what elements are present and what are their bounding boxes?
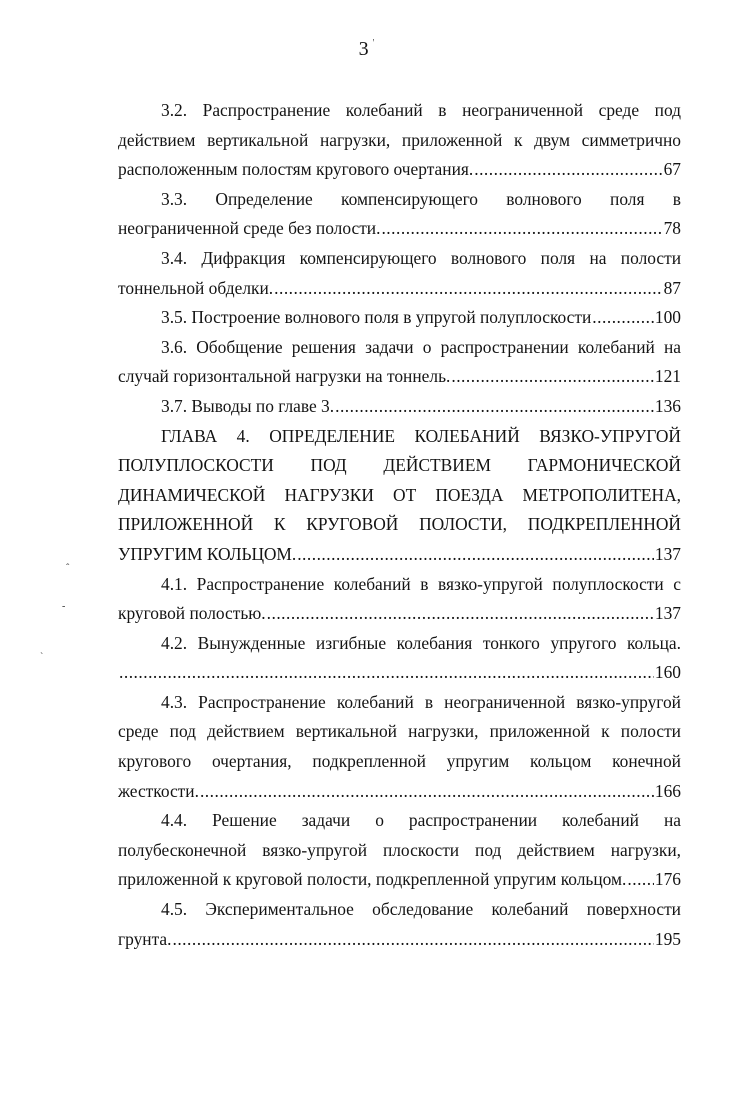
toc-entry [118, 688, 681, 806]
dot-leader [451, 362, 654, 392]
toc-entry-page: 100 [654, 307, 681, 328]
page-number-value: 3 [358, 38, 369, 60]
toc-entry [118, 895, 681, 954]
toc-entry-last-line [118, 274, 681, 304]
toc-entry-text: приложенной к круговой полости, подкрепленной упругим кольцом. [118, 869, 627, 890]
toc-entry-last-line [118, 392, 681, 422]
toc-entry [118, 303, 681, 333]
toc-entry [118, 185, 681, 244]
page-number [0, 38, 733, 61]
toc-entry-page: 136 [654, 395, 681, 416]
toc-entry-last-line [118, 865, 681, 895]
toc-entry-last-line [118, 777, 681, 807]
toc-entry-text: 3.5. Построение волнового поля в упругой полуплоскости [161, 307, 592, 328]
scan-mark: ˆ [66, 563, 70, 574]
toc-entry-text: тоннельной обделки. [118, 277, 274, 298]
toc-entry-last-line [118, 362, 681, 392]
dot-leader [474, 155, 662, 185]
toc-entry-page: 78 [663, 218, 681, 239]
toc-entry-line: ГЛАВА 4. ОПРЕДЕЛЕНИЕ КОЛЕБАНИЙ ВЯЗКО-УПРУГОЙ [161, 425, 681, 446]
toc-entry-page: 160 [654, 662, 681, 683]
toc-entry-text: УПРУГИМ КОЛЬЦОМ. [118, 543, 297, 564]
toc-entry [118, 392, 681, 422]
toc-entry [118, 422, 681, 570]
toc-entry-page: 166 [654, 780, 681, 801]
toc-entry-text: 3.7. Выводы по главе 3. [161, 395, 335, 416]
scan-mark: ` [40, 652, 44, 663]
toc-entry-line: 3.6. Обобщение решения задачи о распространении колебаний на [161, 336, 681, 357]
toc-entry [118, 570, 681, 629]
toc-entry-text: случай горизонтальной нагрузки на тоннель. [118, 366, 451, 387]
toc-entry-last-line [118, 214, 681, 244]
dot-leader [172, 925, 653, 955]
toc-entry [118, 96, 681, 185]
toc-entry-text: расположенным полостям кругового очертания. [118, 159, 474, 180]
toc-entry-page: 176 [654, 869, 681, 890]
toc-entry-line: 3.2. Распространение колебаний в неограниченной среде под [161, 100, 681, 120]
toc-entry-line: среде под действием вертикальной нагрузки, приложенной к полости [118, 721, 681, 742]
toc-entry-line: 4.4. Решение задачи о распространении колебаний на [161, 810, 681, 831]
toc-entry-line: 4.3. Распространение колебаний в неограниченной вязко-упругой [161, 691, 681, 712]
toc-entry-last-line [118, 925, 681, 955]
toc-entry-line: 3.4. Дифракция компенсирующего волнового поля на полости [161, 247, 681, 268]
toc-entry-last-line [118, 599, 681, 629]
toc-entry [118, 244, 681, 303]
dot-leader [297, 540, 654, 570]
dot-leader [267, 599, 654, 629]
toc-entry-text: круговой полостью. [118, 603, 266, 624]
dot-leader [381, 214, 662, 244]
toc-entry-page: 121 [654, 366, 681, 387]
toc-entry-text: неограниченной среде без полости. [118, 218, 381, 239]
toc-entry-last-line [118, 658, 681, 688]
toc-entry-line: 4.5. Экспериментальное обследование колебаний поверхности [161, 899, 681, 920]
toc-entry-last-line [118, 303, 681, 333]
toc-entry-page: 137 [654, 603, 681, 624]
dot-leader [200, 777, 654, 807]
toc-entry-text: жесткости. [118, 780, 199, 801]
toc-entry-line: ПРИЛОЖЕННОЙ К КРУГОВОЙ ПОЛОСТИ, ПОДКРЕПЛЕННОЙ [118, 514, 681, 535]
dot-leader [119, 658, 654, 688]
toc-entry-line: ДИНАМИЧЕСКОЙ НАГРУЗКИ ОТ ПОЕЗДА МЕТРОПОЛИТЕНА, [118, 484, 681, 505]
table-of-contents [118, 96, 681, 954]
toc-entry [118, 333, 681, 392]
toc-entry-page: 67 [663, 159, 681, 180]
toc-entry-text: грунта. [118, 928, 172, 949]
toc-entry-line: полубесконечной вязко-упругой плоскости под действием нагрузки, [118, 839, 681, 860]
toc-entry-last-line [118, 155, 681, 185]
scan-mark: - [62, 601, 66, 612]
toc-entry-line: 3.3. Определение компенсирующего волнового поля в [161, 188, 681, 209]
dot-leader [592, 303, 654, 333]
toc-entry-line: ПОЛУПЛОСКОСТИ ПОД ДЕЙСТВИЕМ ГАРМОНИЧЕСКОЙ [118, 455, 681, 476]
toc-entry-line: 4.1. Распространение колебаний в вязко-упругой полуплоскости с [161, 573, 681, 594]
scan-mark: ' [372, 38, 375, 49]
dot-leader [274, 274, 662, 304]
toc-entry-page: 87 [663, 277, 681, 298]
toc-entry [118, 629, 681, 688]
toc-entry [118, 806, 681, 895]
toc-entry-page: 195 [654, 928, 681, 949]
toc-entry-page: 137 [654, 543, 681, 564]
toc-entry-line: 4.2. Вынужденные изгибные колебания тонкого упругого кольца. [161, 632, 681, 653]
toc-entry-last-line [118, 540, 681, 570]
toc-entry-line: кругового очертания, подкрепленной упругим кольцом конечной [118, 751, 681, 772]
dot-leader [627, 865, 654, 895]
toc-entry-line: действием вертикальной нагрузки, приложенной к двум симметрично [118, 129, 681, 150]
dot-leader [335, 392, 654, 422]
